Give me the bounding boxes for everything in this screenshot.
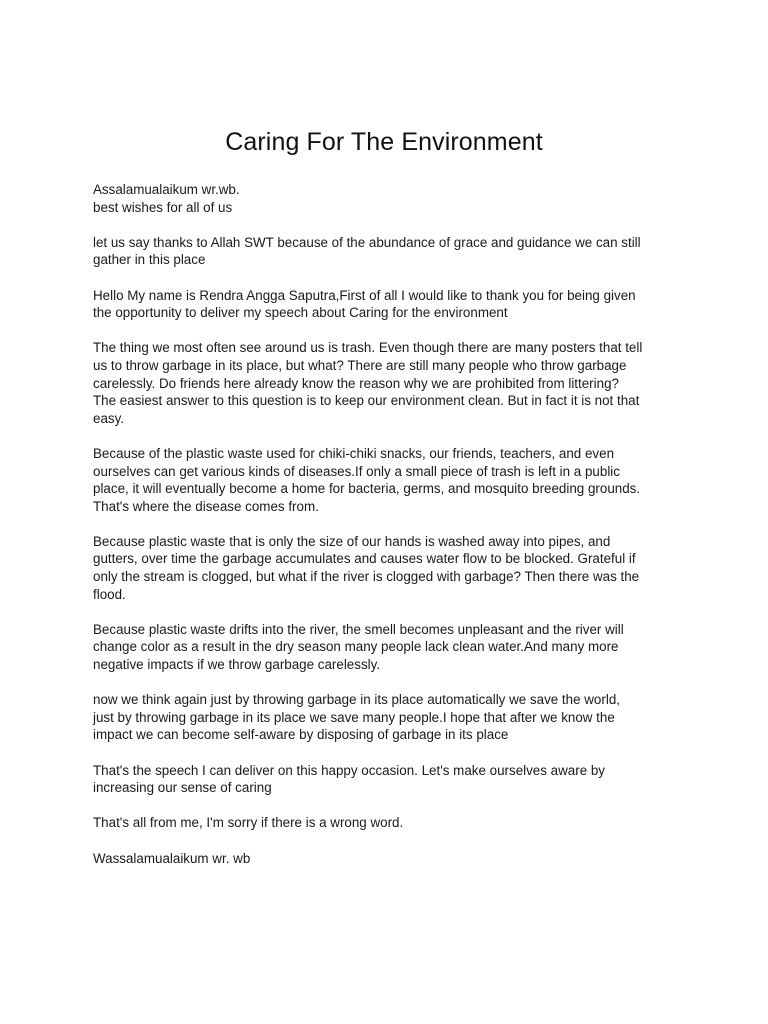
paragraph-line: increasing our sense of caring	[93, 780, 272, 796]
paragraph-line: Assalamualaikum wr.wb.	[93, 182, 240, 197]
paragraph-line: place, it will eventually become a home for bacteria, germs, and mosquito breeding grounds.	[93, 481, 641, 497]
paragraph	[93, 621, 688, 674]
paragraph-line: Because plastic waste that is only the size of our hands is washed away into pipes, and	[93, 533, 611, 549]
paragraph	[93, 691, 688, 744]
paragraph-line: change color as a result in the dry season many people lack clean water.And many more	[93, 639, 619, 655]
paragraph-line: flood.	[93, 586, 126, 602]
paragraph-line: ourselves can get various kinds of diseases.If only a small piece of trash is left in a public	[93, 463, 620, 479]
paragraph-line: us to throw garbage in its place, but what? There are still many people who throw garbage	[93, 357, 627, 373]
paragraph-line: Because plastic waste drifts into the river, the smell becomes unpleasant and the river will	[93, 621, 624, 637]
paragraph-line: only the stream is clogged, but what if the river is clogged with garbage? Then there was the	[93, 569, 640, 585]
paragraph-line: best wishes for all of us	[93, 199, 233, 215]
paragraph	[93, 850, 688, 868]
paragraph	[93, 445, 688, 515]
paragraph-line: The easiest answer to this question is to keep our environment clean. But in fact it is not that	[93, 393, 640, 409]
paragraph-line: easy.	[93, 410, 125, 426]
paragraph-line: That's where the disease comes from.	[93, 498, 319, 514]
paragraph-line: Because of the plastic waste used for chiki-chiki snacks, our friends, teachers, and even	[93, 445, 615, 461]
paragraph-line: Hello My name is Rendra Angga Saputra,First of all I would like to thank you for being given	[93, 287, 636, 303]
paragraph-line: negative impacts if we throw garbage carelessly.	[93, 657, 381, 673]
paragraph-line: impact we can become self-aware by disposing of garbage in its place	[93, 727, 509, 743]
paragraph	[93, 533, 688, 603]
paragraph	[93, 234, 688, 269]
paragraph-line: gather in this place	[93, 252, 206, 268]
paragraph	[93, 181, 688, 216]
document-title: Caring For The Environment	[225, 128, 543, 156]
paragraph-line: gutters, over time the garbage accumulates and causes water flow to be blocked. Grateful if	[93, 551, 636, 567]
paragraph-line: the opportunity to deliver my speech about Caring for the environment	[93, 305, 508, 321]
paragraph	[93, 287, 688, 322]
paragraph	[93, 814, 688, 832]
paragraph-line: The thing we most often see around us is trash. Even though there are many posters that tell	[93, 340, 643, 356]
paragraph-line: carelessly. Do friends here already know the reason why we are prohibited from littering?	[93, 375, 619, 391]
paragraph-line: That's all from me, I'm sorry if there is a wrong word.	[93, 815, 404, 831]
document-body	[93, 181, 688, 885]
paragraph-line: just by throwing garbage in its place we save many people.I hope that after we know the	[93, 709, 615, 725]
paragraph	[93, 339, 688, 427]
paragraph	[93, 762, 688, 797]
paragraph-line: let us say thanks to Allah SWT because of the abundance of grace and guidance we can still	[93, 234, 641, 250]
paragraph-line: Wassalamualaikum wr. wb	[93, 850, 251, 866]
paragraph-line: now we think again just by throwing garbage in its place automatically we save the world,	[93, 692, 620, 708]
paragraph-line: That's the speech I can deliver on this happy occasion. Let's make ourselves aware by	[93, 762, 606, 778]
